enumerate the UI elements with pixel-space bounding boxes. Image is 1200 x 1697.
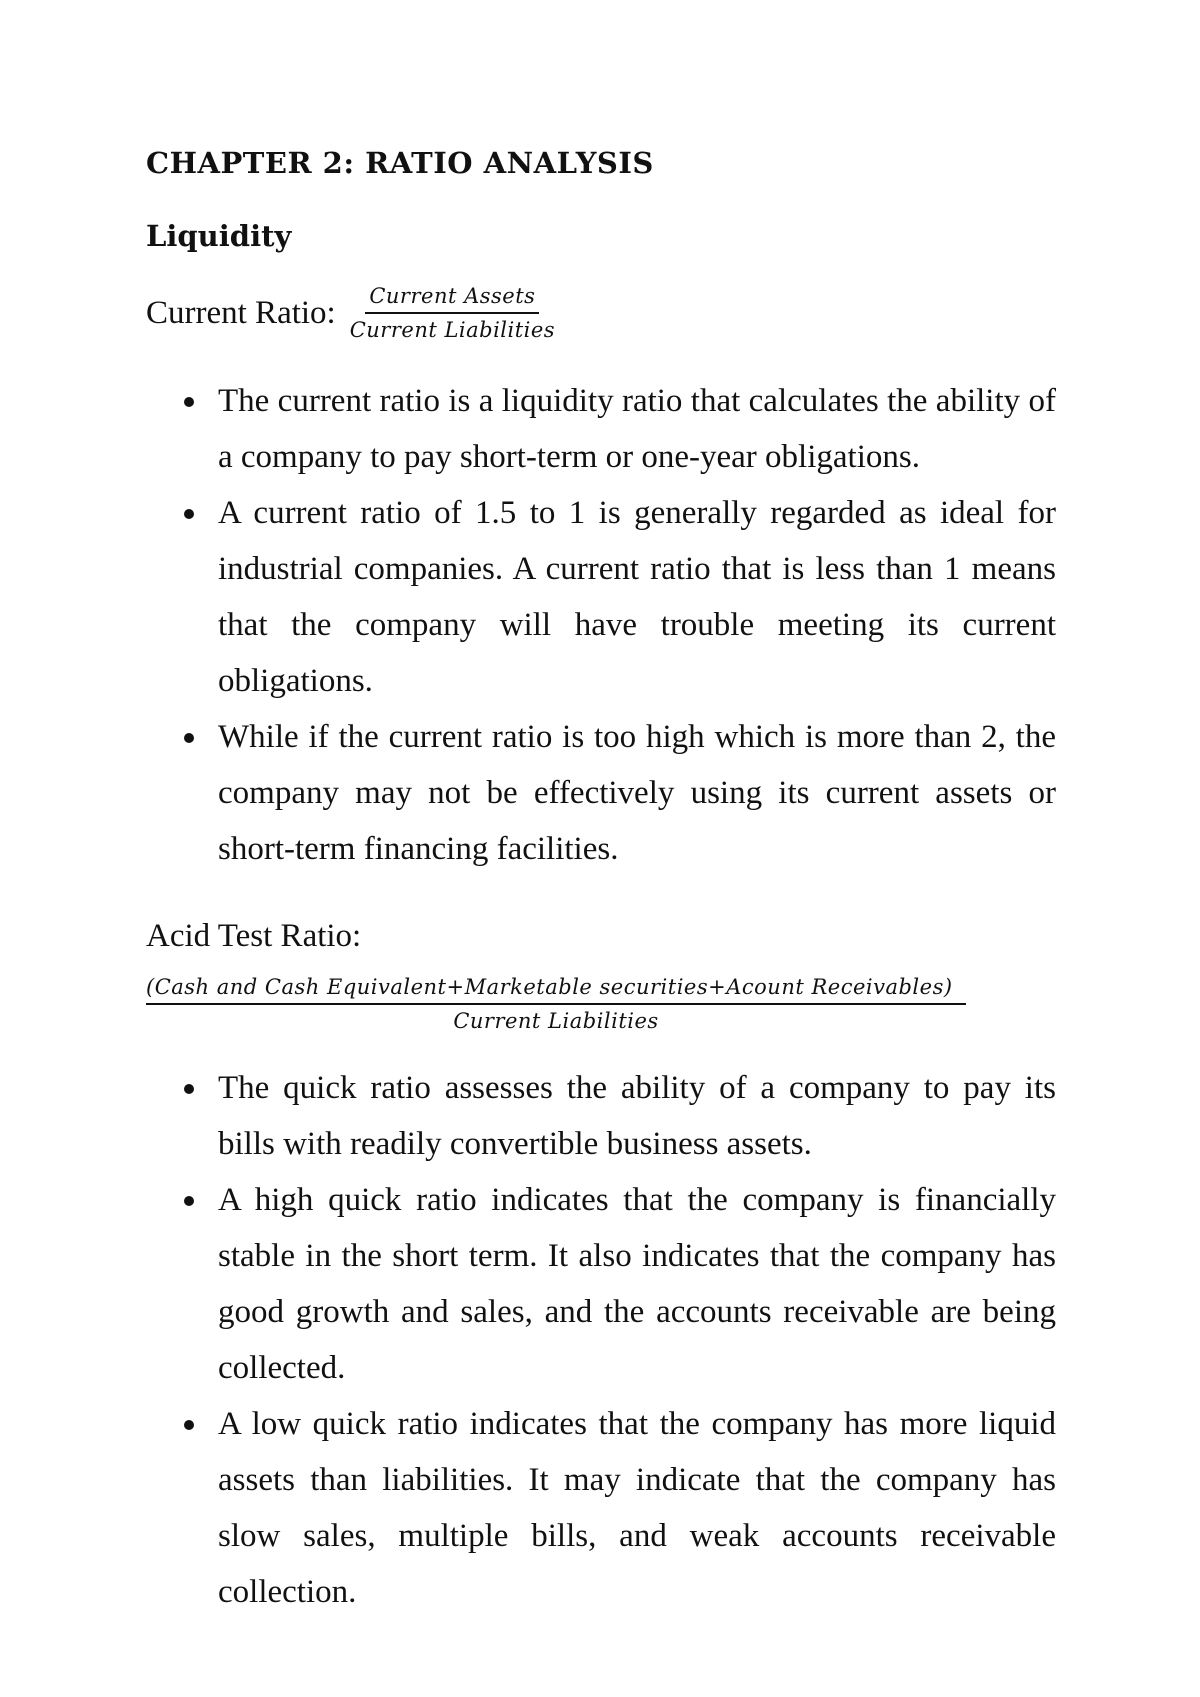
list-item <box>180 1060 1056 1172</box>
list-item <box>180 373 1056 485</box>
bullet-text: A high quick ratio indicates that the company is financially stable in the short term. It also indicates that the company has good growth and sales, and the accounts receivable are being collected. <box>218 1182 1056 1386</box>
chapter-title: CHAPTER 2: RATIO ANALYSIS <box>146 146 654 180</box>
section-title: Liquidity <box>146 219 292 253</box>
bullet-icon <box>184 1420 194 1430</box>
acid-test-ratio-bullet-list <box>180 1060 1056 1620</box>
bullet-text: The quick ratio assesses the ability of a company to pay its bills with readily convertible business assets. <box>218 1070 1056 1162</box>
current-ratio-numerator: Current Assets <box>365 284 539 314</box>
list-item <box>180 485 1056 709</box>
current-ratio-label: Current Ratio: <box>146 294 336 331</box>
bullet-text: A low quick ratio indicates that the company has more liquid assets than liabilities. It may indicate that the company has slow sales, multiple bills, and weak accounts receivable collection. <box>218 1406 1056 1610</box>
acid-test-ratio-denominator: Current Liabilities <box>453 1009 659 1033</box>
bullet-text: While if the current ratio is too high which is more than 2, the company may not be effectively using its current assets or short-term financing facilities. <box>218 719 1056 867</box>
bullet-icon <box>184 1084 194 1094</box>
bullet-icon <box>184 733 194 743</box>
current-ratio-denominator: Current Liabilities <box>349 318 556 342</box>
list-item <box>180 709 1056 877</box>
current-ratio-bullet-list <box>180 373 1056 877</box>
acid-test-ratio-fraction <box>146 975 966 1033</box>
current-ratio-formula <box>146 284 559 342</box>
bullet-icon <box>184 509 194 519</box>
list-item <box>180 1396 1056 1620</box>
bullet-icon <box>184 1196 194 1206</box>
bullet-text: The current ratio is a liquidity ratio that calculates the ability of a company to pay short-term or one-year obligations. <box>218 383 1056 475</box>
acid-test-ratio-label: Acid Test Ratio: <box>146 918 362 954</box>
acid-test-ratio-numerator: (Cash and Cash Equivalent+Marketable securities+Acount Receivables) <box>146 975 966 1005</box>
bullet-icon <box>184 397 194 407</box>
bullet-text: A current ratio of 1.5 to 1 is generally regarded as ideal for industrial companies. A current ratio that is less than 1 means that the company will have trouble meeting its current obligations. <box>218 495 1056 699</box>
current-ratio-fraction <box>346 284 559 342</box>
list-item <box>180 1172 1056 1396</box>
